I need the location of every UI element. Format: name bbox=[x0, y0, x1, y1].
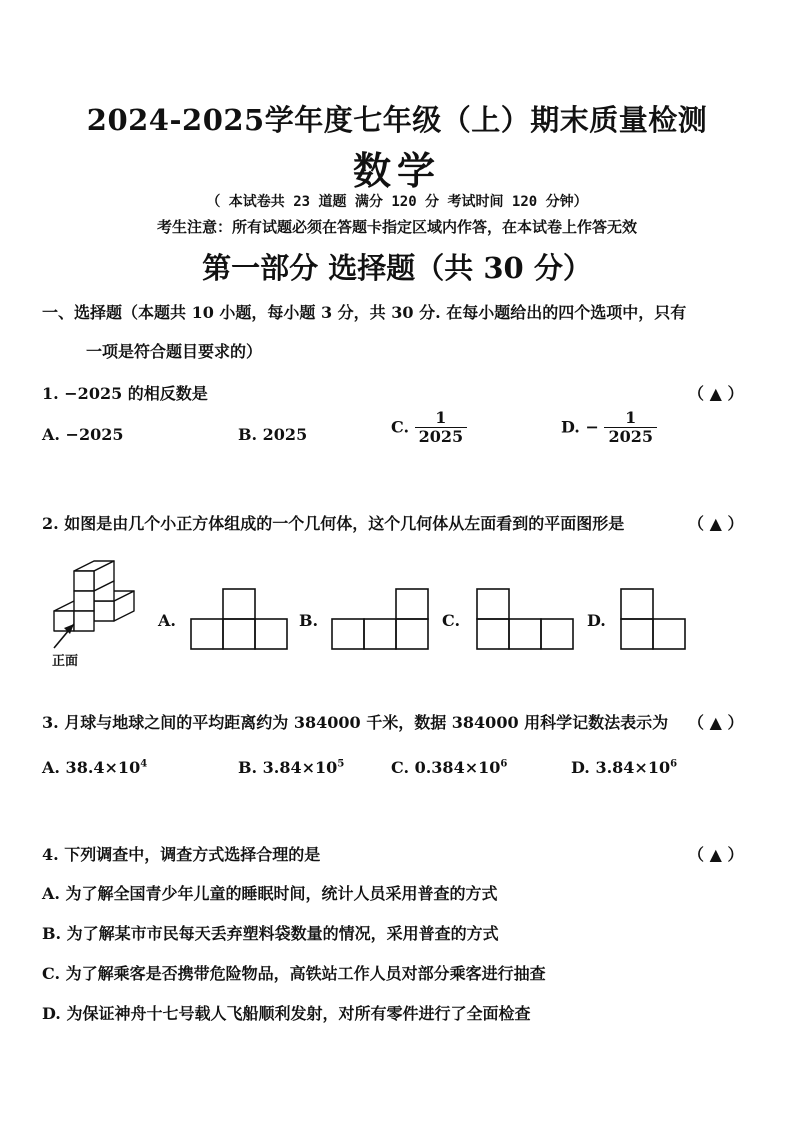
question-1-option-d bbox=[561, 410, 657, 446]
question-1-option-c bbox=[391, 410, 467, 446]
question-3-option-c bbox=[391, 758, 507, 777]
question-2-option-c-label: C. bbox=[442, 611, 461, 630]
section-instruction-line2: 一项是符合题目要求的） bbox=[86, 342, 263, 361]
fraction-numerator: 1 bbox=[435, 408, 447, 427]
option-d-fraction bbox=[604, 410, 657, 446]
question-2-option-b-label: B. bbox=[299, 611, 319, 630]
question-1-stem: 1. −2025 的相反数是 bbox=[42, 384, 208, 403]
question-1-option-a: A. −2025 bbox=[42, 425, 124, 444]
question-1-option-b: B. 2025 bbox=[238, 425, 308, 444]
question-4-option-a: A. 为了解全国青少年儿童的睡眠时间，统计人员采用普查的方式 bbox=[42, 884, 498, 903]
question-4-option-b: B. 为了解某市市民每天丢弃塑料袋数量的情况，采用普查的方式 bbox=[42, 924, 499, 943]
option-a-base: A. 38.4×10 bbox=[42, 758, 141, 777]
fraction-denominator: 2025 bbox=[604, 427, 657, 446]
question-3-stem: 3. 月球与地球之间的平均距离约为 384000 千米，数据 384000 用科学记数法表示为 bbox=[42, 713, 669, 732]
option-c-fraction bbox=[415, 410, 468, 446]
question-3-answer-mark: （ ▲ ） bbox=[688, 713, 744, 732]
question-2-option-d-label: D. bbox=[587, 611, 606, 630]
question-2-stem: 2. 如图是由几个小正方体组成的一个几何体，这个几何体从左面看到的平面图形是 bbox=[42, 514, 625, 533]
question-3-option-d bbox=[571, 758, 677, 777]
question-4-stem: 4. 下列调查中，调查方式选择合理的是 bbox=[42, 845, 321, 864]
option-c-base: C. 0.384×10 bbox=[391, 758, 501, 777]
option-c-label: C. bbox=[391, 417, 410, 437]
subject-title: 数学 bbox=[352, 148, 441, 193]
question-4-option-c: C. 为了解乘客是否携带危险物品，高铁站工作人员对部分乘客进行抽查 bbox=[42, 964, 546, 983]
question-3-option-a bbox=[42, 758, 147, 777]
fraction-numerator: 1 bbox=[625, 408, 637, 427]
option-d-base: D. 3.84×10 bbox=[571, 758, 671, 777]
exam-info: （ 本试卷共 23 道题 满分 120 分 考试时间 120 分钟） bbox=[206, 194, 588, 210]
fraction-denominator: 2025 bbox=[415, 427, 468, 446]
exam-notice: 考生注意：所有试题必须在答题卡指定区域内作答，在本试卷上作答无效 bbox=[156, 218, 637, 236]
question-2-option-a-label: A. bbox=[158, 611, 176, 630]
part-title: 第一部分 选择题（共 30 分） bbox=[202, 251, 592, 285]
option-b-base: B. 3.84×10 bbox=[238, 758, 338, 777]
option-c-exponent: 6 bbox=[500, 758, 508, 770]
option-a-exponent: 4 bbox=[140, 758, 148, 770]
question-4-answer-mark: （ ▲ ） bbox=[688, 845, 744, 864]
option-d-exponent: 6 bbox=[670, 758, 678, 770]
section-instruction-line1: 一、选择题（本题共 10 小题，每小题 3 分，共 30 分. 在每小题给出的四个选项中，只有 bbox=[42, 303, 687, 322]
exam-title: 2024-2025学年度七年级（上）期末质量检测 bbox=[86, 103, 708, 137]
front-view-label: 正面 bbox=[52, 654, 79, 669]
question-2-answer-mark: （ ▲ ） bbox=[688, 514, 744, 533]
option-d-label: D. − bbox=[561, 417, 599, 437]
question-1-answer-mark: （ ▲ ） bbox=[688, 384, 744, 403]
question-4-option-d: D. 为保证神舟十七号载人飞船顺利发射，对所有零件进行了全面检查 bbox=[42, 1004, 531, 1023]
option-b-exponent: 5 bbox=[337, 758, 345, 770]
question-3-option-b bbox=[238, 758, 344, 777]
